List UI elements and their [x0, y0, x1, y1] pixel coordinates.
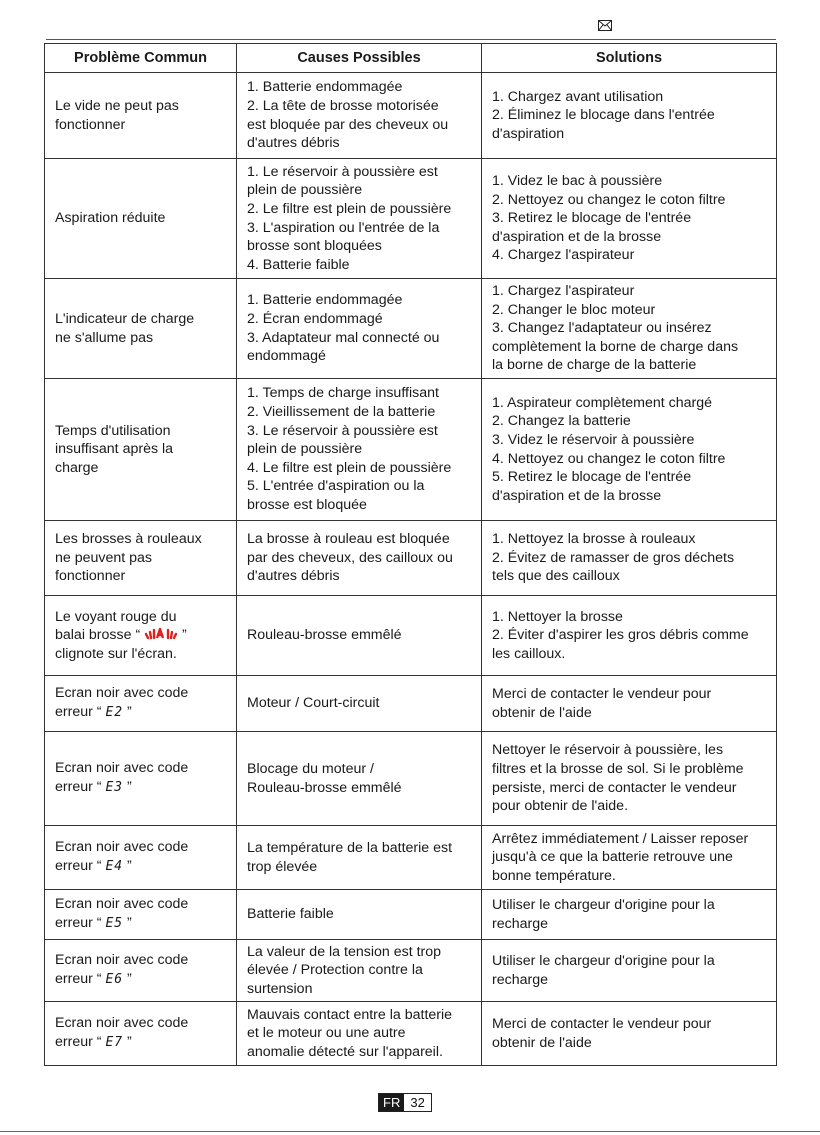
solutions-cell: Utiliser le chargeur d'origine pour la recharge [482, 940, 777, 1002]
causes-cell: Moteur / Court-circuit [237, 676, 482, 732]
column-header-causes: Causes Possibles [237, 44, 482, 73]
solutions-cell: Utiliser le chargeur d'origine pour la recharge [482, 890, 777, 940]
causes-cell: 1. Le réservoir à poussière est plein de poussière 2. Le filtre est plein de poussière 3. L'aspiration ou l'entrée de la brosse sont bloquées 4. Batterie faible [237, 159, 482, 279]
column-header-solutions: Solutions [482, 44, 777, 73]
problem-cell: Le vide ne peut pas fonctionner [45, 73, 237, 159]
problem-cell: Ecran noir avec code erreur “ E7 ” [45, 1002, 237, 1066]
causes-cell: La valeur de la tension est trop élevée / Protection contre la surtension [237, 940, 482, 1002]
problem-cell: Les brosses à rouleaux ne peuvent pas fonctionner [45, 521, 237, 596]
solutions-cell: 1. Videz le bac à poussière 2. Nettoyez ou changez le coton filtre 3. Retirez le blocage de l'entrée d'aspiration et de la brosse 4. Chargez l'aspirateur [482, 159, 777, 279]
troubleshooting-table [44, 43, 777, 1066]
causes-cell: Rouleau-brosse emmêlé [237, 596, 482, 676]
problem-cell: Ecran noir avec code erreur “ E6 ” [45, 940, 237, 1002]
causes-cell: La brosse à rouleau est bloquée par des cheveux, des cailloux ou d'autres débris [237, 521, 482, 596]
page-number: 32 [404, 1094, 430, 1111]
table-row [45, 73, 777, 159]
table-header-row [45, 44, 777, 73]
table-row [45, 940, 777, 1002]
table-row [45, 159, 777, 279]
solutions-cell: Nettoyer le réservoir à poussière, les filtres et la brosse de sol. Si le problème persiste, merci de contacter le vendeur pour obtenir de l'aide. [482, 732, 777, 826]
error-code: E5 [105, 916, 124, 931]
problem-cell: L'indicateur de charge ne s'allume pas [45, 279, 237, 379]
error-code: E3 [105, 780, 124, 795]
error-code: E7 [105, 1035, 124, 1050]
page-number-badge [378, 1093, 432, 1112]
table-row [45, 379, 777, 521]
problem-cell: Le voyant rouge du balai brosse “ ” clignote sur l'écran. [45, 596, 237, 676]
solutions-cell: Arrêtez immédiatement / Laisser reposer jusqu'à ce que la batterie retrouve une bonne température. [482, 826, 777, 890]
table-row [45, 279, 777, 379]
error-code: E2 [105, 705, 124, 720]
table-row [45, 732, 777, 826]
table-row [45, 521, 777, 596]
table-row [45, 1002, 777, 1066]
causes-cell: 1. Temps de charge insuffisant 2. Vieillissement de la batterie 3. Le réservoir à poussière est plein de poussière 4. Le filtre est plein de poussière 5. L'entrée d'aspiration ou la brosse est bloquée [237, 379, 482, 521]
causes-cell: 1. Batterie endommagée 2. Écran endommagé 3. Adaptateur mal connecté ou endommagé [237, 279, 482, 379]
solutions-cell: 1. Nettoyer la brosse 2. Éviter d'aspirer les gros débris comme les cailloux. [482, 596, 777, 676]
footer-rule [0, 1131, 820, 1132]
causes-cell: Blocage du moteur / Rouleau-brosse emmêlé [237, 732, 482, 826]
problem-cell: Ecran noir avec code erreur “ E2 ” [45, 676, 237, 732]
solutions-cell: Merci de contacter le vendeur pour obtenir de l'aide [482, 1002, 777, 1066]
solutions-cell: 1. Chargez avant utilisation 2. Éliminez le blocage dans l'entrée d'aspiration [482, 73, 777, 159]
table-row [45, 890, 777, 940]
problem-cell: Ecran noir avec code erreur “ E5 ” [45, 890, 237, 940]
column-header-problem: Problème Commun [45, 44, 237, 73]
solutions-cell: 1. Nettoyez la brosse à rouleaux 2. Évitez de ramasser de gros déchets tels que des cailloux [482, 521, 777, 596]
causes-cell: La température de la batterie est trop élevée [237, 826, 482, 890]
solutions-cell: 1. Chargez l'aspirateur 2. Changer le bloc moteur 3. Changez l'adaptateur ou insérez complètement la borne de charge dans la borne de charge de la batterie [482, 279, 777, 379]
error-code: E6 [105, 972, 124, 987]
table-row [45, 676, 777, 732]
problem-cell: Temps d'utilisation insuffisant après la charge [45, 379, 237, 521]
header-rule [46, 39, 776, 40]
causes-cell: 1. Batterie endommagée 2. La tête de brosse motorisée est bloquée par des cheveux ou d'autres débris [237, 73, 482, 159]
table-row [45, 826, 777, 890]
language-label: FR [379, 1094, 404, 1111]
problem-cell: Ecran noir avec code erreur “ E4 ” [45, 826, 237, 890]
error-code: E4 [105, 859, 124, 874]
roller-brush-icon [144, 627, 178, 641]
envelope-icon [598, 20, 612, 31]
problem-cell: Ecran noir avec code erreur “ E3 ” [45, 732, 237, 826]
table-row [45, 596, 777, 676]
causes-cell: Batterie faible [237, 890, 482, 940]
causes-cell: Mauvais contact entre la batterie et le moteur ou une autre anomalie détecté sur l'appareil. [237, 1002, 482, 1066]
solutions-cell: Merci de contacter le vendeur pour obtenir de l'aide [482, 676, 777, 732]
solutions-cell: 1. Aspirateur complètement chargé 2. Changez la batterie 3. Videz le réservoir à poussière 4. Nettoyez ou changez le coton filtre 5. Retirez le blocage de l'entrée d'aspiration et de la brosse [482, 379, 777, 521]
problem-cell: Aspiration réduite [45, 159, 237, 279]
